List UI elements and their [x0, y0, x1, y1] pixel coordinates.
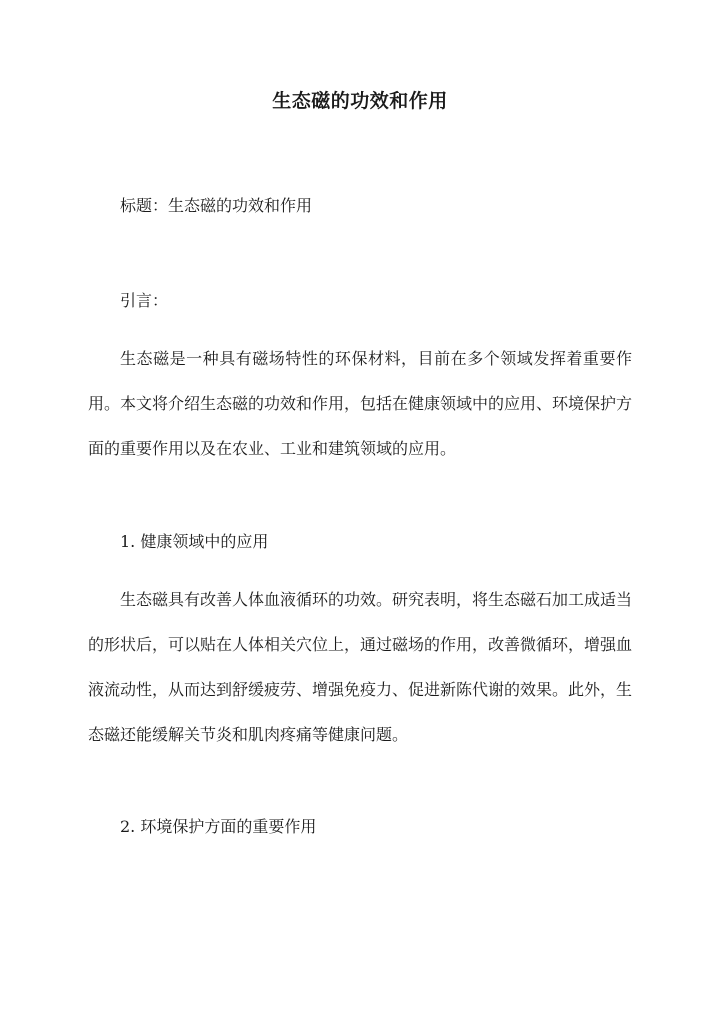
subject-line: 标题：生态磁的功效和作用 [120, 196, 313, 215]
section-1-paragraph: 生态磁具有改善人体血液循环的功效。研究表明，将生态磁石加工成适当的形状后，可以贴在人体相关穴位上，通过磁场的作用，改善微循环，增强血液流动性，从而达到舒缓疲劳、增强免疫力、促进新陈代谢的效果。此外，生态磁还能缓解关节炎和肌肉疼痛等健康问题。 [88, 590, 633, 744]
intro-paragraph: 生态磁是一种具有磁场特性的环保材料，目前在多个领域发挥着重要作用。本文将介绍生态磁的功效和作用，包括在健康领域中的应用、环境保护方面的重要作用以及在农业、工业和建筑领域的应用。 [88, 349, 633, 458]
section-2-heading: 2. 环境保护方面的重要作用 [120, 817, 317, 836]
section-1-heading: 1. 健康领域中的应用 [120, 532, 269, 551]
intro-heading: 引言： [120, 291, 169, 310]
document-title: 生态磁的功效和作用 [272, 90, 448, 112]
